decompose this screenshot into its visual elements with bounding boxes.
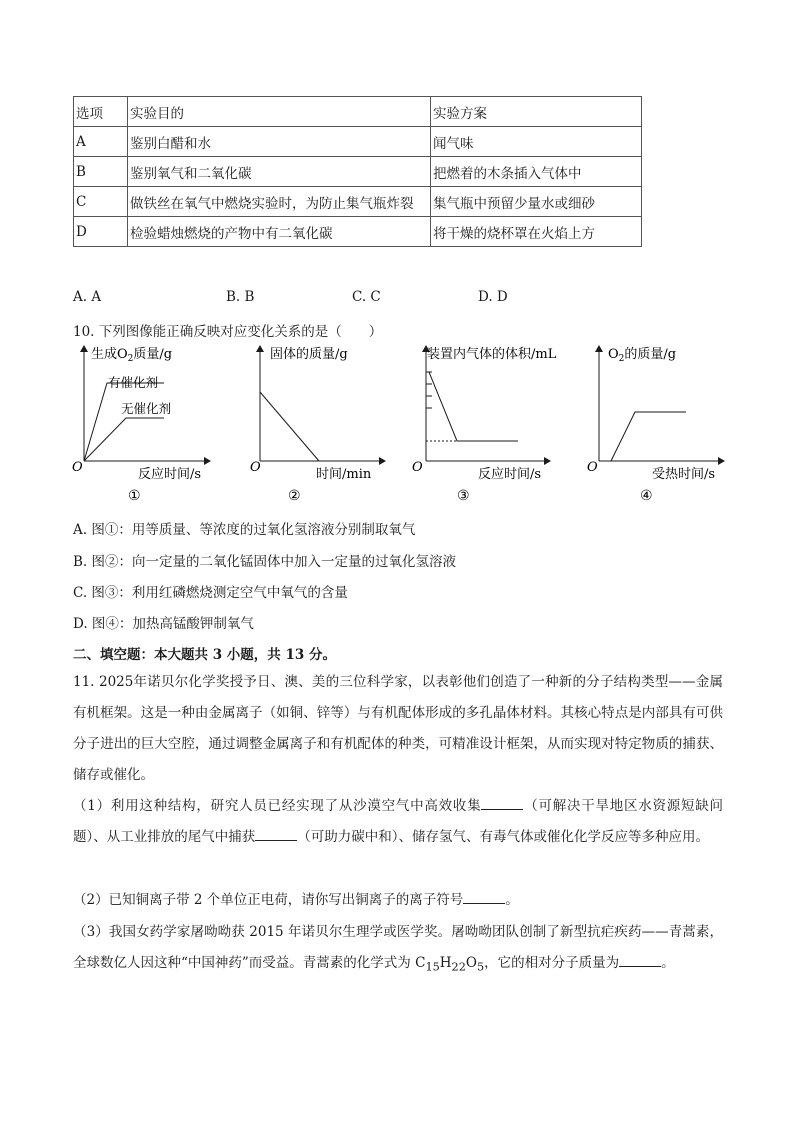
- answer-blank[interactable]: [463, 891, 505, 904]
- table-cell: 将干燥的烧杯罩在火焰上方: [431, 217, 642, 247]
- table-cell: A: [74, 127, 128, 157]
- q9-option-b[interactable]: B. B: [226, 289, 255, 305]
- q10-option-d[interactable]: D. 图④：加热高锰酸钾制氧气: [73, 616, 254, 632]
- table-cell: D: [74, 217, 128, 247]
- q11-part-1-text-c: （可助力碳中和）、储存氢气、有毒气体或催化化学反应等多种应用。: [297, 829, 709, 845]
- q9-option-a[interactable]: A. A: [73, 289, 102, 305]
- experiment-table: [73, 96, 642, 247]
- table-row: [74, 157, 642, 187]
- graph-3: [412, 346, 557, 504]
- table-cell: C: [74, 187, 128, 217]
- q11-part-2: [73, 885, 723, 916]
- graph-2-line: [260, 392, 319, 461]
- graph-2-xlabel: 时间/min: [316, 467, 372, 482]
- table-row: [74, 187, 642, 217]
- graph-4-ylabel: $O_2$的质量/g: [608, 347, 677, 364]
- graph-4: [587, 346, 724, 504]
- subscript: 5: [476, 960, 485, 974]
- answer-blank[interactable]: [481, 797, 523, 810]
- q10-stem: 10. 下列图像能正确反映对应变化关系的是（ ）: [73, 324, 383, 340]
- graph-1-ylabel: 生成$O_2$质量/g: [91, 347, 173, 364]
- graph-3-line: [429, 372, 518, 441]
- q9-option-c[interactable]: C. C: [352, 289, 381, 305]
- subscript: 22: [451, 960, 466, 974]
- table-cell: 闻气味: [431, 127, 642, 157]
- graph-3-xlabel: 反应时间/s: [478, 467, 542, 482]
- answer-blank[interactable]: [619, 954, 661, 967]
- table-row: [74, 127, 642, 157]
- graph-2: [250, 346, 385, 504]
- q10-option-a[interactable]: A. 图①：用等质量、等浓度的过氧化氢溶液分别制取氧气: [73, 522, 416, 538]
- table-cell: 鉴别氧气和二氧化碳: [128, 157, 431, 187]
- q11-part-3-text-c: 。: [661, 955, 675, 971]
- graph-1-xlabel: 反应时间/s: [138, 467, 202, 482]
- q10-graphs: [60, 340, 740, 510]
- table-row: [74, 217, 642, 247]
- header-cell: 选项: [74, 97, 128, 127]
- answer-blank[interactable]: [255, 828, 297, 841]
- graph-3-origin: O: [412, 460, 423, 475]
- graph-3-ylabel: 装置内气体的体积/mL: [427, 347, 557, 362]
- q11-part-1-text-b: （可解决干旱地区水资源短缺问题）、从工业排放的尾气中捕获: [73, 798, 724, 845]
- graph-4-number: ④: [640, 488, 653, 504]
- graph-3-number: ③: [457, 488, 470, 504]
- graph-2-origin: O: [250, 460, 261, 475]
- table-header-row: [74, 97, 642, 127]
- table-cell: B: [74, 157, 128, 187]
- graph-1-origin: O: [72, 460, 83, 475]
- q9-option-d[interactable]: D. D: [478, 289, 508, 305]
- q11-part-2-text-b: 。: [505, 892, 519, 908]
- graph-4-origin: O: [587, 460, 598, 475]
- q10-option-b[interactable]: B. 图②：向一定量的二氧化锰固体中加入一定量的过氧化氢溶液: [73, 554, 457, 570]
- q11-intro: 11. 2025年诺贝尔化学奖授予日、澳、美的三位科学家，以表彰他们创造了一种新的分子结构类型——金属有机框架。这是一种由金属离子（如铜、锌等）与有机配体形成的多孔晶体材料。其核心特点是内部具有可供分子进出的巨大空腔，通过调整金属离子和有机配体的种类，可精准设计框架，从而实现对特定物质的捕获、储存或催化。: [73, 674, 723, 783]
- graph-1-label-no-catalyst: 无催化剂: [121, 401, 172, 416]
- q11-part-1-text-a: （1）利用这种结构，研究人员已经实现了从沙漠空气中高效收集: [73, 798, 482, 814]
- q10-option-c[interactable]: C. 图③：利用红磷燃烧测定空气中氧气的含量: [73, 585, 348, 601]
- table-cell: 鉴别白醋和水: [128, 127, 431, 157]
- graph-2-ylabel: 固体的质量/g: [270, 347, 348, 362]
- graph-1-label-catalyst: 有催化剂: [108, 375, 159, 390]
- table-cell: 做铁丝在氧气中燃烧实验时，为防止集气瓶炸裂: [128, 187, 431, 217]
- section-2-title: 二、填空题：本大题共 3 小题，共 13 分。: [73, 647, 336, 663]
- table-cell: 集气瓶中预留少量水或细砂: [431, 187, 642, 217]
- graph-4-xlabel: 受热时间/s: [652, 467, 716, 482]
- graph-1-number: ①: [128, 488, 141, 504]
- graph-1-line-no-catalyst: [84, 418, 164, 461]
- q11-part-2-text-a: （2）已知铜离子带 2 个单位正电荷，请你写出铜离子的离子符号: [73, 892, 464, 908]
- table-cell: 检验蜡烛燃烧的产物中有二氧化碳: [128, 217, 431, 247]
- header-cell: 实验目的: [128, 97, 431, 127]
- graph-2-number: ②: [288, 488, 301, 504]
- q11-part-3-text-a: （3）我国女药学家屠呦呦获 2015 年诺贝尔生理学或医学奖。屠呦呦团队创制了新型抗疟疾药——青蒿素，全球数亿人因这种“中国神药”而受益。青蒿素的化学式为 C: [73, 924, 723, 971]
- graph-4-line: [611, 412, 686, 461]
- q11-part-1: [73, 791, 723, 853]
- table-cell: 把燃着的木条插入气体中: [431, 157, 642, 187]
- q11-part-3: [73, 917, 723, 983]
- q11-part-3-text-b: ，它的相对分子质量为: [484, 955, 620, 971]
- graph-1: [72, 346, 210, 504]
- header-cell: 实验方案: [431, 97, 642, 127]
- q11-part-3-o: O: [465, 955, 477, 971]
- q11-part-3-h: H: [439, 955, 452, 971]
- subscript: 15: [425, 960, 440, 974]
